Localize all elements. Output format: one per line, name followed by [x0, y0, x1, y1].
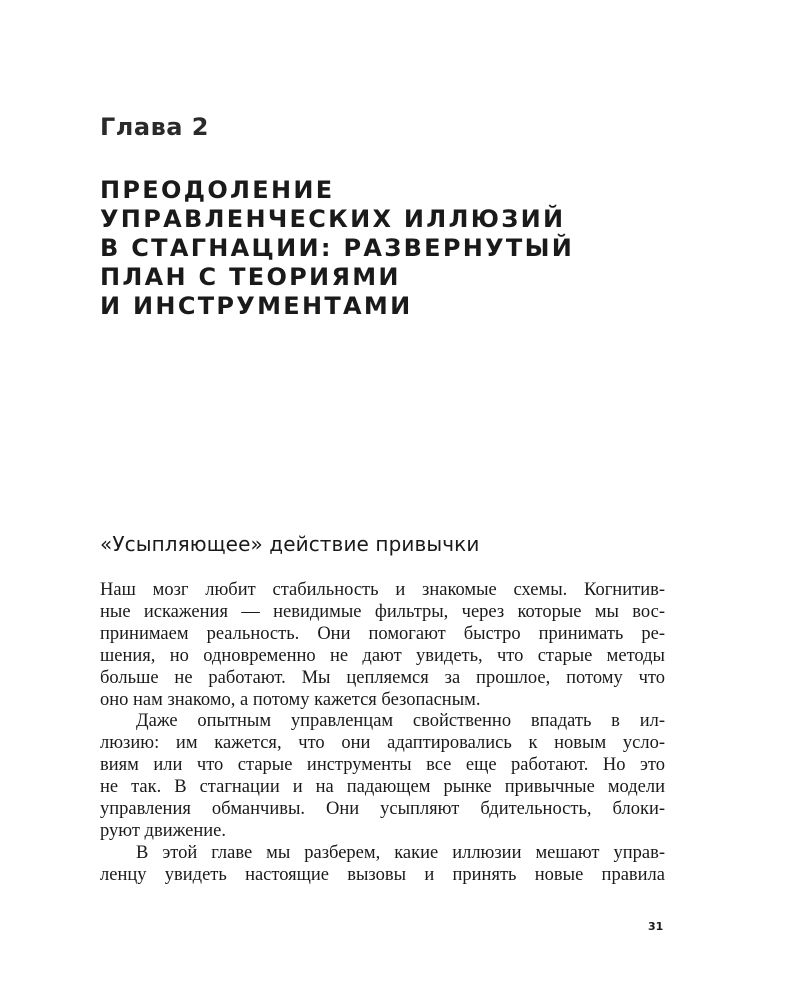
- text-line: Наш мозг любит стабильность и знакомые схемы. Когнитив-: [100, 580, 665, 600]
- text-line: оно нам знакомо, а потому кажется безопасным.: [100, 689, 481, 710]
- text-line: не так. В стагнации и на падающем рынке привычные модели: [100, 777, 665, 798]
- section-heading: «Усыпляющее» действие привычки: [100, 532, 480, 556]
- paragraph: [100, 843, 665, 887]
- chapter-title: [100, 176, 574, 321]
- text-line: Даже опытным управленцам свойственно впадать в ил-: [136, 711, 665, 732]
- chapter-title-line: ПРЕОДОЛЕНИЕ: [100, 176, 335, 204]
- text-line: ные искажения — невидимые фильтры, через которые мы вос-: [100, 601, 665, 622]
- text-line: шения, но одновременно не дают увидеть, что старые методы: [100, 645, 665, 666]
- text-line: ленцу увидеть настоящие вызовы и принять новые правила: [100, 864, 665, 885]
- body-text: [100, 580, 665, 887]
- text-line: принимаем реальность. Они помогают быстро принимать ре-: [100, 623, 665, 644]
- chapter-label: Глава 2: [100, 113, 210, 141]
- chapter-title-line: В СТАГНАЦИИ: РАЗВЕРНУТЫЙ: [100, 234, 575, 262]
- chapter-title-line: И ИНСТРУМЕНТАМИ: [100, 292, 413, 320]
- text-line: управления обманчивы. Они усыпляют бдительность, блоки-: [100, 799, 665, 820]
- text-line: виям или что старые инструменты все еще работают. Но это: [100, 755, 665, 776]
- paragraph: [100, 580, 665, 711]
- text-line: руют движение.: [100, 820, 226, 841]
- text-line: больше не работают. Мы цепляемся за прошлое, потому что: [100, 667, 665, 688]
- chapter-title-line: ПЛАН С ТЕОРИЯМИ: [100, 263, 401, 291]
- chapter-title-line: УПРАВЛЕНЧЕСКИХ ИЛЛЮЗИЙ: [100, 205, 566, 233]
- text-line: люзию: им кажется, что они адаптировались к новым усло-: [100, 733, 665, 754]
- page-number: 31: [648, 920, 664, 933]
- text-line: В этой главе мы разберем, какие иллюзии мешают управ-: [136, 842, 665, 863]
- paragraph: [100, 711, 665, 842]
